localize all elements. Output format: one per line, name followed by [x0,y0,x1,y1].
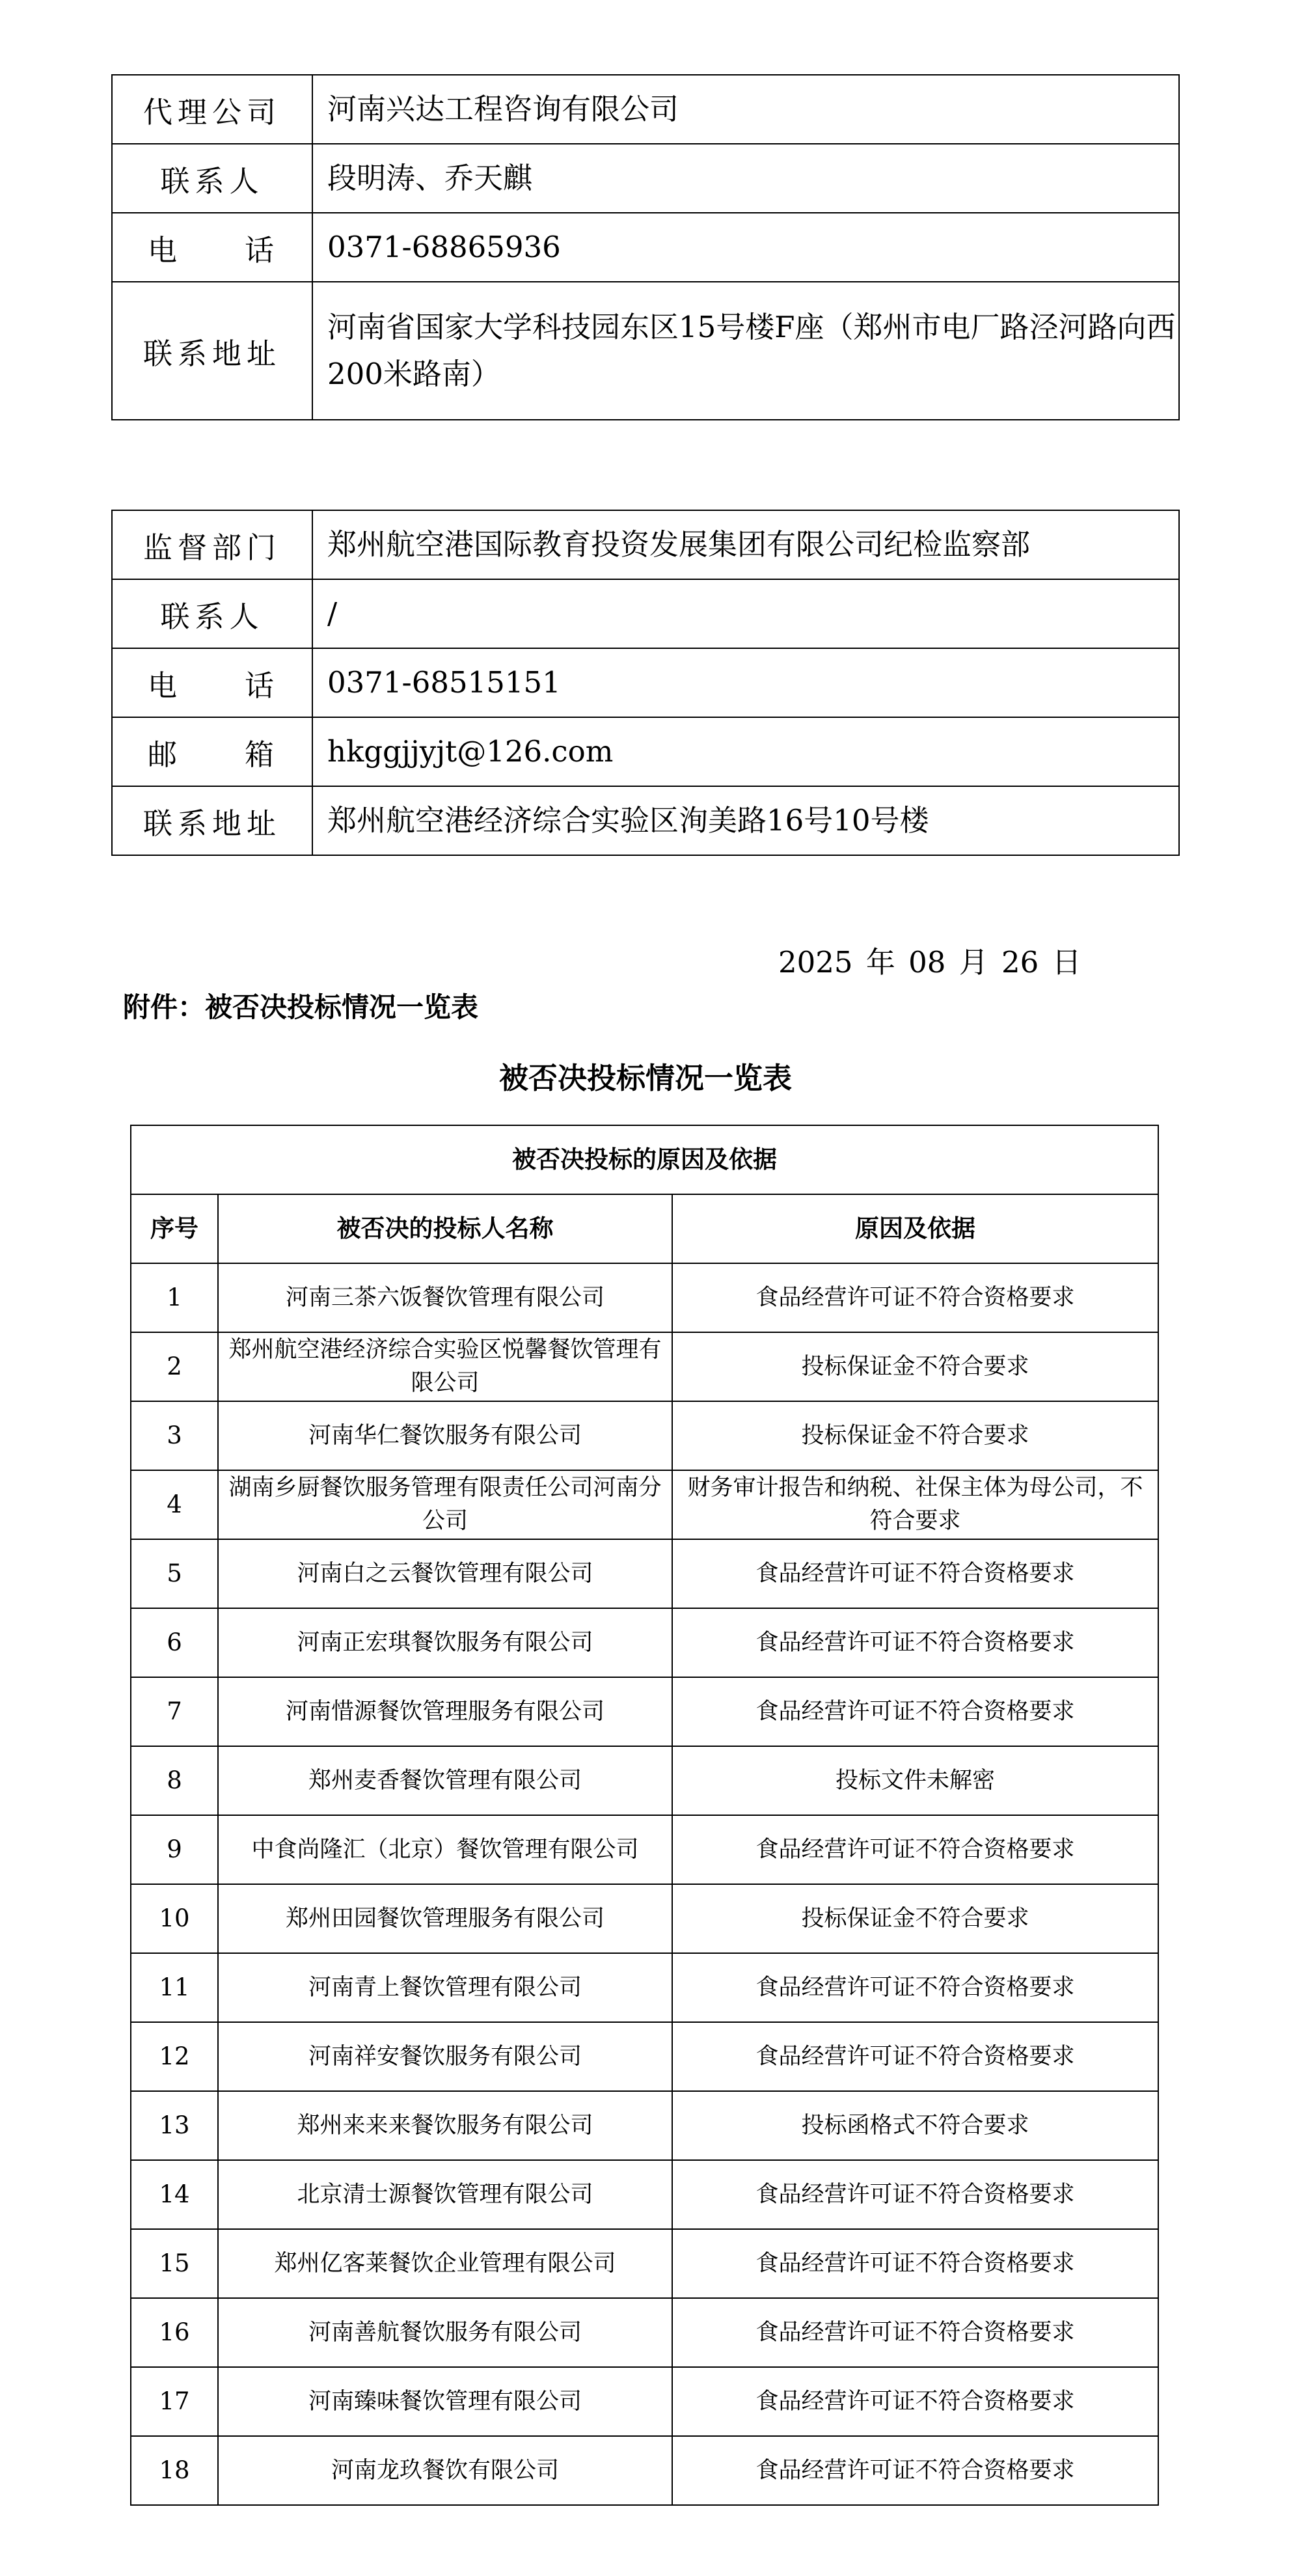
label-char: 箱 [244,737,274,772]
info-row [112,786,1179,855]
bidder-name: 郑州麦香餐饮管理有限公司 [218,1746,672,1815]
bidder-name: 中食尚隆汇（北京）餐饮管理有限公司 [218,1815,672,1884]
info-row [112,282,1179,420]
row-number: 6 [131,1608,218,1677]
rejection-reason: 食品经营许可证不符合资格要求 [672,2298,1158,2367]
info-label-text [113,662,312,704]
info-label: 代理公司 [112,75,312,144]
caption-row [131,1125,1158,1194]
rejection-reason: 投标保证金不符合要求 [672,1884,1158,1953]
bidder-name: 郑州航空港经济综合实验区悦馨餐饮管理有限公司 [218,1332,672,1401]
bidder-name: 郑州田园餐饮管理服务有限公司 [218,1884,672,1953]
row-number: 8 [131,1746,218,1815]
info-label-text [113,731,312,773]
row-number: 13 [131,2091,218,2160]
info-value: / [312,579,1179,648]
bidder-name: 河南华仁餐饮服务有限公司 [218,1401,672,1470]
table-row [131,1746,1158,1815]
label-char: 电 [148,668,178,703]
supervision-info-table [111,510,1180,856]
table-row [131,2367,1158,2436]
bidder-name: 北京清士源餐饮管理有限公司 [218,2160,672,2229]
info-label [112,648,312,717]
info-label [112,213,312,282]
label-char: 电 [148,232,178,267]
table-row [131,2160,1158,2229]
info-label: 联系地址 [112,282,312,420]
bidder-name: 河南青上餐饮管理有限公司 [218,1953,672,2022]
rejection-reason: 食品经营许可证不符合资格要求 [672,2022,1158,2091]
bidder-name: 河南三茶六饭餐饮管理有限公司 [218,1263,672,1332]
row-number: 7 [131,1677,218,1746]
info-row [112,648,1179,717]
rejection-reason: 投标函格式不符合要求 [672,2091,1158,2160]
info-value: hkggjjyjt@126.com [312,717,1179,786]
rejection-reason: 食品经营许可证不符合资格要求 [672,1953,1158,2022]
info-value: 郑州航空港经济综合实验区洵美路16号10号楼 [312,786,1179,855]
info-value: 郑州航空港国际教育投资发展集团有限公司纪检监察部 [312,510,1179,579]
bidder-name: 郑州亿客莱餐饮企业管理有限公司 [218,2229,672,2298]
table-row [131,2091,1158,2160]
info-row [112,144,1179,213]
rejection-reason: 食品经营许可证不符合资格要求 [672,1677,1158,1746]
table-row [131,2229,1158,2298]
rejection-reason: 食品经营许可证不符合资格要求 [672,2436,1158,2505]
info-row [112,213,1179,282]
row-number: 14 [131,2160,218,2229]
rejection-table-title: 被否决投标情况一览表 [498,1061,792,1095]
row-number: 9 [131,1815,218,1884]
info-label: 联系人 [112,144,312,213]
info-value: 河南省国家大学科技园东区15号楼F座（郑州市电厂路泾河路向西200米路南） [312,282,1179,420]
info-value: 河南兴达工程咨询有限公司 [312,75,1179,144]
rejection-reason: 食品经营许可证不符合资格要求 [672,1815,1158,1884]
bidder-name: 河南白之云餐饮管理有限公司 [218,1539,672,1608]
table-row [131,1953,1158,2022]
info-label: 联系人 [112,579,312,648]
row-number: 15 [131,2229,218,2298]
label-char: 话 [244,232,274,267]
bidder-name: 河南龙玖餐饮有限公司 [218,2436,672,2505]
row-number: 11 [131,1953,218,2022]
table-row [131,1470,1158,1539]
table-row [131,2436,1158,2505]
info-label-text [113,226,312,269]
table-row [131,1677,1158,1746]
table-caption: 被否决投标的原因及依据 [131,1125,1158,1194]
label-char: 邮 [148,737,178,772]
info-row [112,510,1179,579]
header-no: 序号 [131,1194,218,1263]
header-name: 被否决的投标人名称 [218,1194,672,1263]
notice-date: 2025 年 08 月 26 日 [778,945,1081,980]
row-number: 3 [131,1401,218,1470]
bidder-name: 河南惜源餐饮管理服务有限公司 [218,1677,672,1746]
rejection-reason: 投标保证金不符合要求 [672,1401,1158,1470]
info-value: 0371-68515151 [312,648,1179,717]
rejection-reason: 财务审计报告和纳税、社保主体为母公司，不符合要求 [672,1470,1158,1539]
bidder-name: 河南善航餐饮服务有限公司 [218,2298,672,2367]
bidder-name: 河南祥安餐饮服务有限公司 [218,2022,672,2091]
rejection-reason: 食品经营许可证不符合资格要求 [672,1608,1158,1677]
table-row [131,1401,1158,1470]
row-number: 17 [131,2367,218,2436]
rejection-reason: 食品经营许可证不符合资格要求 [672,1539,1158,1608]
row-number: 4 [131,1470,218,1539]
rejection-reason: 食品经营许可证不符合资格要求 [672,2160,1158,2229]
info-value: 0371-68865936 [312,213,1179,282]
bidder-name: 郑州来来来餐饮服务有限公司 [218,2091,672,2160]
table-row [131,1263,1158,1332]
table-row [131,1815,1158,1884]
info-label: 联系地址 [112,786,312,855]
info-label: 监督部门 [112,510,312,579]
row-number: 12 [131,2022,218,2091]
rejection-reason: 投标保证金不符合要求 [672,1332,1158,1401]
rejection-reason: 食品经营许可证不符合资格要求 [672,2367,1158,2436]
rejection-reason: 食品经营许可证不符合资格要求 [672,2229,1158,2298]
agency-info-table [111,74,1180,420]
label-char: 话 [244,668,274,703]
row-number: 18 [131,2436,218,2505]
info-row [112,717,1179,786]
header-reason: 原因及依据 [672,1194,1158,1263]
row-number: 5 [131,1539,218,1608]
bidder-name: 河南臻味餐饮管理有限公司 [218,2367,672,2436]
rejection-reason: 投标文件未解密 [672,1746,1158,1815]
bidder-name: 河南正宏琪餐饮服务有限公司 [218,1608,672,1677]
info-row [112,75,1179,144]
info-label [112,717,312,786]
table-row [131,2298,1158,2367]
table-row [131,1884,1158,1953]
annex-label: 附件：被否决投标情况一览表 [123,991,479,1023]
row-number: 16 [131,2298,218,2367]
table-row [131,1539,1158,1608]
table-row [131,1608,1158,1677]
table-row [131,1332,1158,1401]
row-number: 10 [131,1884,218,1953]
row-number: 1 [131,1263,218,1332]
header-row [131,1194,1158,1263]
info-value: 段明涛、乔天麒 [312,144,1179,213]
rejection-table [130,1125,1159,2506]
bidder-name: 湖南乡厨餐饮服务管理有限责任公司河南分公司 [218,1470,672,1539]
info-row [112,579,1179,648]
table-row [131,2022,1158,2091]
rejection-reason: 食品经营许可证不符合资格要求 [672,1263,1158,1332]
row-number: 2 [131,1332,218,1401]
